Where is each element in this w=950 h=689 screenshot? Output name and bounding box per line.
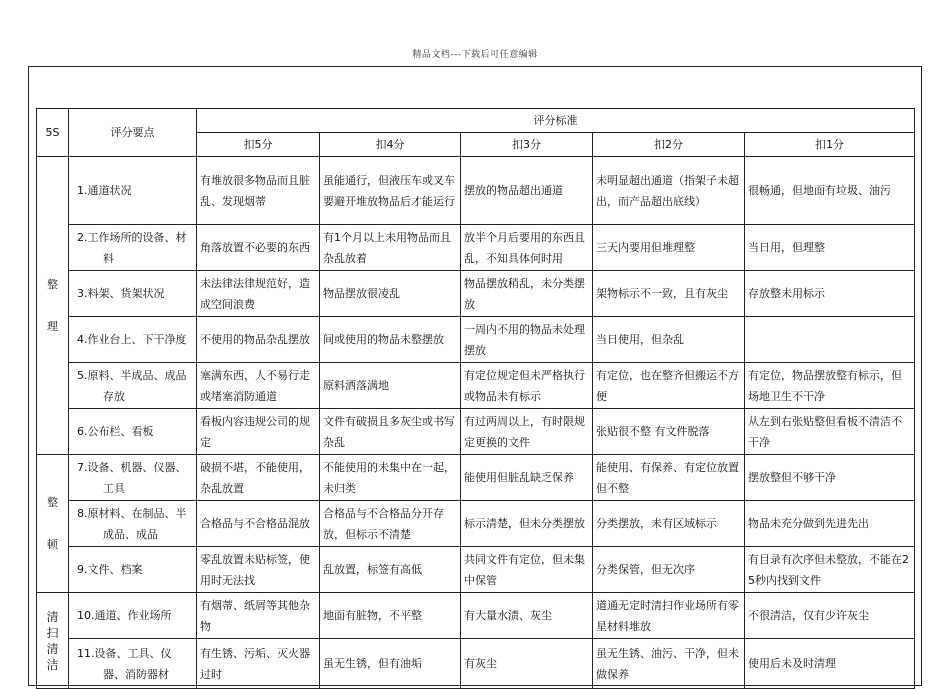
table-row [37, 547, 915, 593]
table-row [37, 317, 915, 363]
criteria-cell-deduct-1: 物品未充分做到先进先出 [745, 501, 915, 547]
criteria-cell-deduct-1: 很畅通，但地面有垃圾、油污 [745, 157, 915, 225]
criteria-cell-deduct-3: 有定位规定但未严格执行或物品未有标示 [461, 363, 593, 409]
criteria-cell-deduct-1: 使用后未及时清理 [745, 639, 915, 689]
scoring-point-cell: 8.原材料、在制品、半成品、成品 [69, 501, 197, 547]
criteria-cell-deduct-1: 有目录有次序但未整放，不能在25秒内找到文件 [745, 547, 915, 593]
table-row [37, 593, 915, 639]
category-cell: 整 顿 [37, 455, 69, 593]
criteria-cell-deduct-4: 虽能通行，但液压车或叉车要避开堆放物品后才能运行 [320, 157, 461, 225]
criteria-cell-deduct-3: 标示清楚，但未分类摆放 [461, 501, 593, 547]
criteria-cell-deduct-5: 有堆放很多物品而且脏乱、发现烟蒂 [197, 157, 320, 225]
criteria-cell-deduct-1: 从左到右张贴整但看板不清洁不干净 [745, 409, 915, 455]
criteria-cell-deduct-3: 物品摆放稍乱，未分类摆放 [461, 271, 593, 317]
criteria-cell-deduct-4: 有1个月以上未用物品而且杂乱放着 [320, 225, 461, 271]
criteria-cell-deduct-2: 分类摆放，未有区域标示 [593, 501, 745, 547]
table-row [37, 271, 915, 317]
header-deduct-5: 扣5分 [197, 133, 320, 157]
criteria-cell-deduct-5: 有烟蒂、纸屑等其他杂物 [197, 593, 320, 639]
criteria-cell-deduct-3: 有过两周以上，有时限规定更换的文件 [461, 409, 593, 455]
criteria-cell-deduct-4: 虽无生锈，但有油垢 [320, 639, 461, 689]
scoring-point-cell: 10.通道、作业场所 [69, 593, 197, 639]
header-scoring-standard: 评分标准 [197, 109, 915, 133]
header-deduct-4: 扣4分 [320, 133, 461, 157]
criteria-cell-deduct-4: 文件有破损且多灰尘或书写杂乱 [320, 409, 461, 455]
criteria-cell-deduct-5: 角落放置不必要的东西 [197, 225, 320, 271]
criteria-cell-deduct-5: 不使用的物品杂乱摆放 [197, 317, 320, 363]
criteria-cell-deduct-3: 放半个月后要用的东西且乱，不知具体何时用 [461, 225, 593, 271]
category-cell: 整 理 [37, 157, 69, 455]
criteria-cell-deduct-2: 分类保管，但无次序 [593, 547, 745, 593]
criteria-cell-deduct-4: 物品摆放很凌乱 [320, 271, 461, 317]
criteria-cell-deduct-4: 间或使用的物品未整摆放 [320, 317, 461, 363]
table-row [37, 157, 915, 225]
header-note: 精品文档---下载后可任意编辑 [412, 50, 538, 60]
criteria-cell-deduct-5: 未法律法律规范好，造成空间浪费 [197, 271, 320, 317]
criteria-cell-deduct-2: 当日使用，但杂乱 [593, 317, 745, 363]
scoring-point-cell: 7.设备、机器、仪器、工具 [69, 455, 197, 501]
criteria-cell-deduct-2: 有定位，也在整齐但搬运不方便 [593, 363, 745, 409]
criteria-cell-deduct-4: 合格品与不合格品分开存放，但标示不清楚 [320, 501, 461, 547]
table-row [37, 455, 915, 501]
criteria-cell-deduct-2: 能使用、有保养、有定位放置但不整 [593, 455, 745, 501]
scoring-point-cell: 4.作业台上、下干净度 [69, 317, 197, 363]
criteria-cell-deduct-3: 有灰尘 [461, 639, 593, 689]
header-5s: 5S [37, 109, 69, 157]
table-row [37, 409, 915, 455]
criteria-cell-deduct-2: 张贴很不整 有文件脱落 [593, 409, 745, 455]
criteria-cell-deduct-2: 未明显超出通道（指架子未超出，而产品超出底线） [593, 157, 745, 225]
criteria-cell-deduct-2: 道通无定时清扫作业场所有零星材料堆放 [593, 593, 745, 639]
table-row [37, 639, 915, 689]
criteria-cell-deduct-3: 有大量水渍、灰尘 [461, 593, 593, 639]
table-row [37, 225, 915, 271]
criteria-cell-deduct-4: 乱放置，标签有高低 [320, 547, 461, 593]
scoring-point-cell: 3.料架、货架状况 [69, 271, 197, 317]
criteria-cell-deduct-4: 不能使用的未集中在一起，未归类 [320, 455, 461, 501]
criteria-cell-deduct-5: 破损不堪，不能使用，杂乱放置 [197, 455, 320, 501]
5s-scoring-table [36, 108, 915, 689]
scoring-point-cell: 2.工作场所的设备、材料 [69, 225, 197, 271]
scoring-point-cell: 9.文件、档案 [69, 547, 197, 593]
criteria-cell-deduct-5: 看板内容违规公司的规定 [197, 409, 320, 455]
scoring-point-cell: 1.通道状况 [69, 157, 197, 225]
scoring-point-cell: 5.原料、半成品、成品存放 [69, 363, 197, 409]
criteria-cell-deduct-2: 架物标示不一致，且有灰尘 [593, 271, 745, 317]
header-deduct-1: 扣1分 [745, 133, 915, 157]
scoring-point-cell: 6.公布栏、看板 [69, 409, 197, 455]
criteria-cell-deduct-5: 零乱放置未贴标签，使用时无法找 [197, 547, 320, 593]
category-cell: 清 扫 清 洁 [37, 593, 69, 689]
criteria-cell-deduct-2: 三天内要用但堆理整 [593, 225, 745, 271]
criteria-cell-deduct-3: 共同文件有定位，但未集中保管 [461, 547, 593, 593]
criteria-cell-deduct-5: 塞满东西，人不易行走或堵塞消防通道 [197, 363, 320, 409]
header-scoring-points: 评分要点 [69, 109, 197, 157]
header-deduct-2: 扣2分 [593, 133, 745, 157]
criteria-cell-deduct-1: 摆放整但不够干净 [745, 455, 915, 501]
criteria-cell-deduct-4: 原料洒落满地 [320, 363, 461, 409]
criteria-cell-deduct-1: 有定位，物品摆放整有标示，但场地卫生不干净 [745, 363, 915, 409]
criteria-cell-deduct-3: 能使用但脏乱缺乏保养 [461, 455, 593, 501]
header-deduct-3: 扣3分 [461, 133, 593, 157]
criteria-cell-deduct-2: 虽无生锈、油污、干净，但未做保养 [593, 639, 745, 689]
criteria-cell-deduct-1: 存放整未用标示 [745, 271, 915, 317]
criteria-cell-deduct-3: 一周内不用的物品未处理摆放 [461, 317, 593, 363]
criteria-cell-deduct-5: 合格品与不合格品混放 [197, 501, 320, 547]
criteria-cell-deduct-1 [745, 317, 915, 363]
criteria-cell-deduct-1: 不很清洁，仅有少许灰尘 [745, 593, 915, 639]
table-row [37, 501, 915, 547]
scoring-point-cell: 11.设备、工具、仪器、消防器材 [69, 639, 197, 689]
criteria-cell-deduct-4: 地面有脏物，不平整 [320, 593, 461, 639]
table-row [37, 363, 915, 409]
criteria-cell-deduct-3: 摆放的物品超出通道 [461, 157, 593, 225]
criteria-cell-deduct-5: 有生锈、污垢、灭火器过时 [197, 639, 320, 689]
criteria-cell-deduct-1: 当日用，但理整 [745, 225, 915, 271]
